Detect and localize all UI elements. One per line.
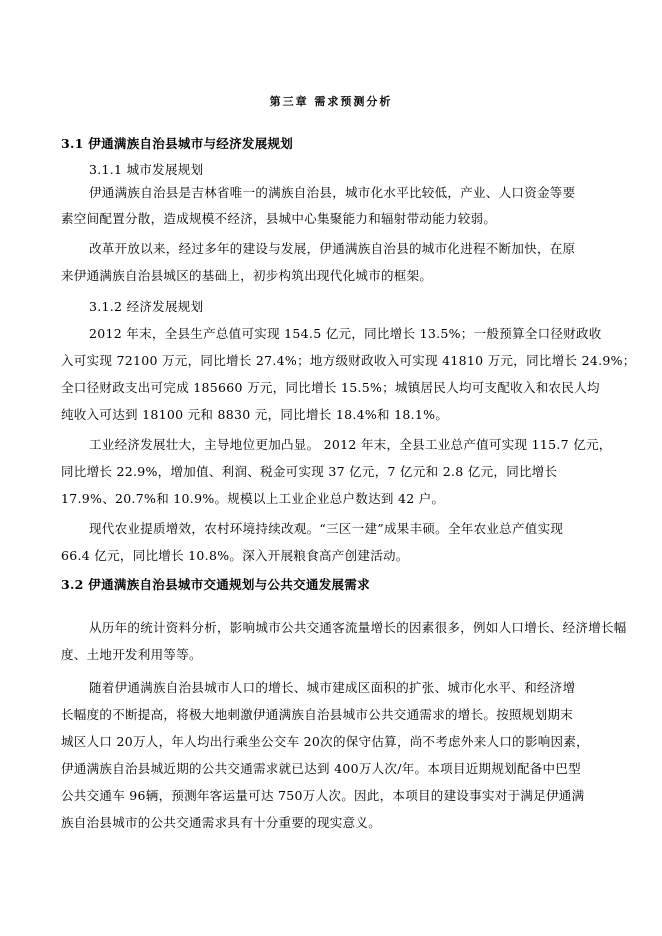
paragraph-line: 伊通满族自治县城近期的公共交通需求就已达到 400万人次/年。本项目近期规划配备中巴型 [61, 761, 581, 776]
paragraph-line: 从历年的统计资料分析，影响城市公共交通客流量增长的因素很多，例如人口增长、经济增长幅 [89, 620, 627, 635]
paragraph-line: 长幅度的不断提高，将极大地刺激伊通满族自治县城市公共交通需求的增长。按照规划期末 [61, 707, 574, 722]
paragraph-line: 现代农业提质增效，农村环境持续改观。“三区一建”成果丰硕。全年农业总产值实现 [89, 521, 564, 536]
paragraph-line: 17.9%、20.7%和 10.9%。规模以上工业企业总户数达到 42 户。 [61, 491, 445, 506]
subsection-3-1-2-heading: 3.1.2 经济发展规划 [89, 299, 204, 314]
paragraph-line: 工业经济发展壮大，主导地位更加凸显。 2012 年末，全县工业总产值可实现 115.7 亿元， [89, 437, 612, 452]
paragraph-line: 来伊通满族自治县城区的基础上，初步构筑出现代化城市的框架。 [61, 268, 433, 283]
paragraph-line: 族自治县城市的公共交通需求具有十分重要的现实意义。 [61, 815, 382, 830]
subsection-3-1-1-heading: 3.1.1 城市发展规划 [89, 162, 204, 177]
paragraph-line: 度、土地开发利用等等。 [61, 647, 202, 662]
paragraph-line: 全口径财政支出可完成 185660 万元，同比增长 15.5%；城镇居民人均可支配收入和农民人均 [61, 380, 600, 395]
chapter-title: 第三章 需求预测分析 [269, 95, 393, 108]
paragraph-line: 纯收入可达到 18100 元和 8830 元，同比增长 18.4%和 18.1%。 [61, 407, 449, 422]
paragraph-line: 66.4 亿元，同比增长 10.8%。深入开展粮食高产创建活动。 [61, 548, 409, 563]
section-3-1-heading: 3.1 伊通满族自治县城市与经济发展规划 [61, 136, 294, 151]
paragraph-line: 同比增长 22.9%，增加值、利润、税金可实现 37 亿元，7 亿元和 2.8 亿元，同比增长 [61, 464, 558, 479]
paragraph-line: 改革开放以来，经过多年的建设与发展，伊通满族自治县的城市化进程不断加快，在原 [89, 241, 576, 256]
paragraph-line: 素空间配置分散，造成规模不经济，县城中心集聚能力和辐射带动能力较弱。 [61, 211, 497, 226]
paragraph-line: 2012 年末，全县生产总值可实现 154.5 亿元，同比增长 13.5%；一般预算全口径财政收 [89, 326, 602, 341]
paragraph-line: 入可实现 72100 万元，同比增长 27.4%；地方级财政收入可实现 41810 万元，同比增长 24.9%； [61, 353, 636, 368]
paragraph-line: 公共交通车 96辆，预测年客运量可达 750万人次。因此，本项目的建设事实对于满足伊通满 [61, 788, 585, 803]
paragraph-line: 伊通满族自治县是吉林省唯一的满族自治县，城市化水平比较低，产业、人口资金等要 [89, 185, 576, 200]
paragraph-line: 城区人口 20万人，年人均出行乘坐公交车 20次的保守估算，尚不考虑外来人口的影响因素， [61, 734, 589, 749]
section-3-2-heading: 3.2 伊通满族自治县城市交通规划与公共交通发展需求 [61, 577, 370, 592]
paragraph-line: 随着伊通满族自治县城市人口的增长、城市建成区面积的扩张、城市化水平、和经济增 [89, 680, 576, 695]
